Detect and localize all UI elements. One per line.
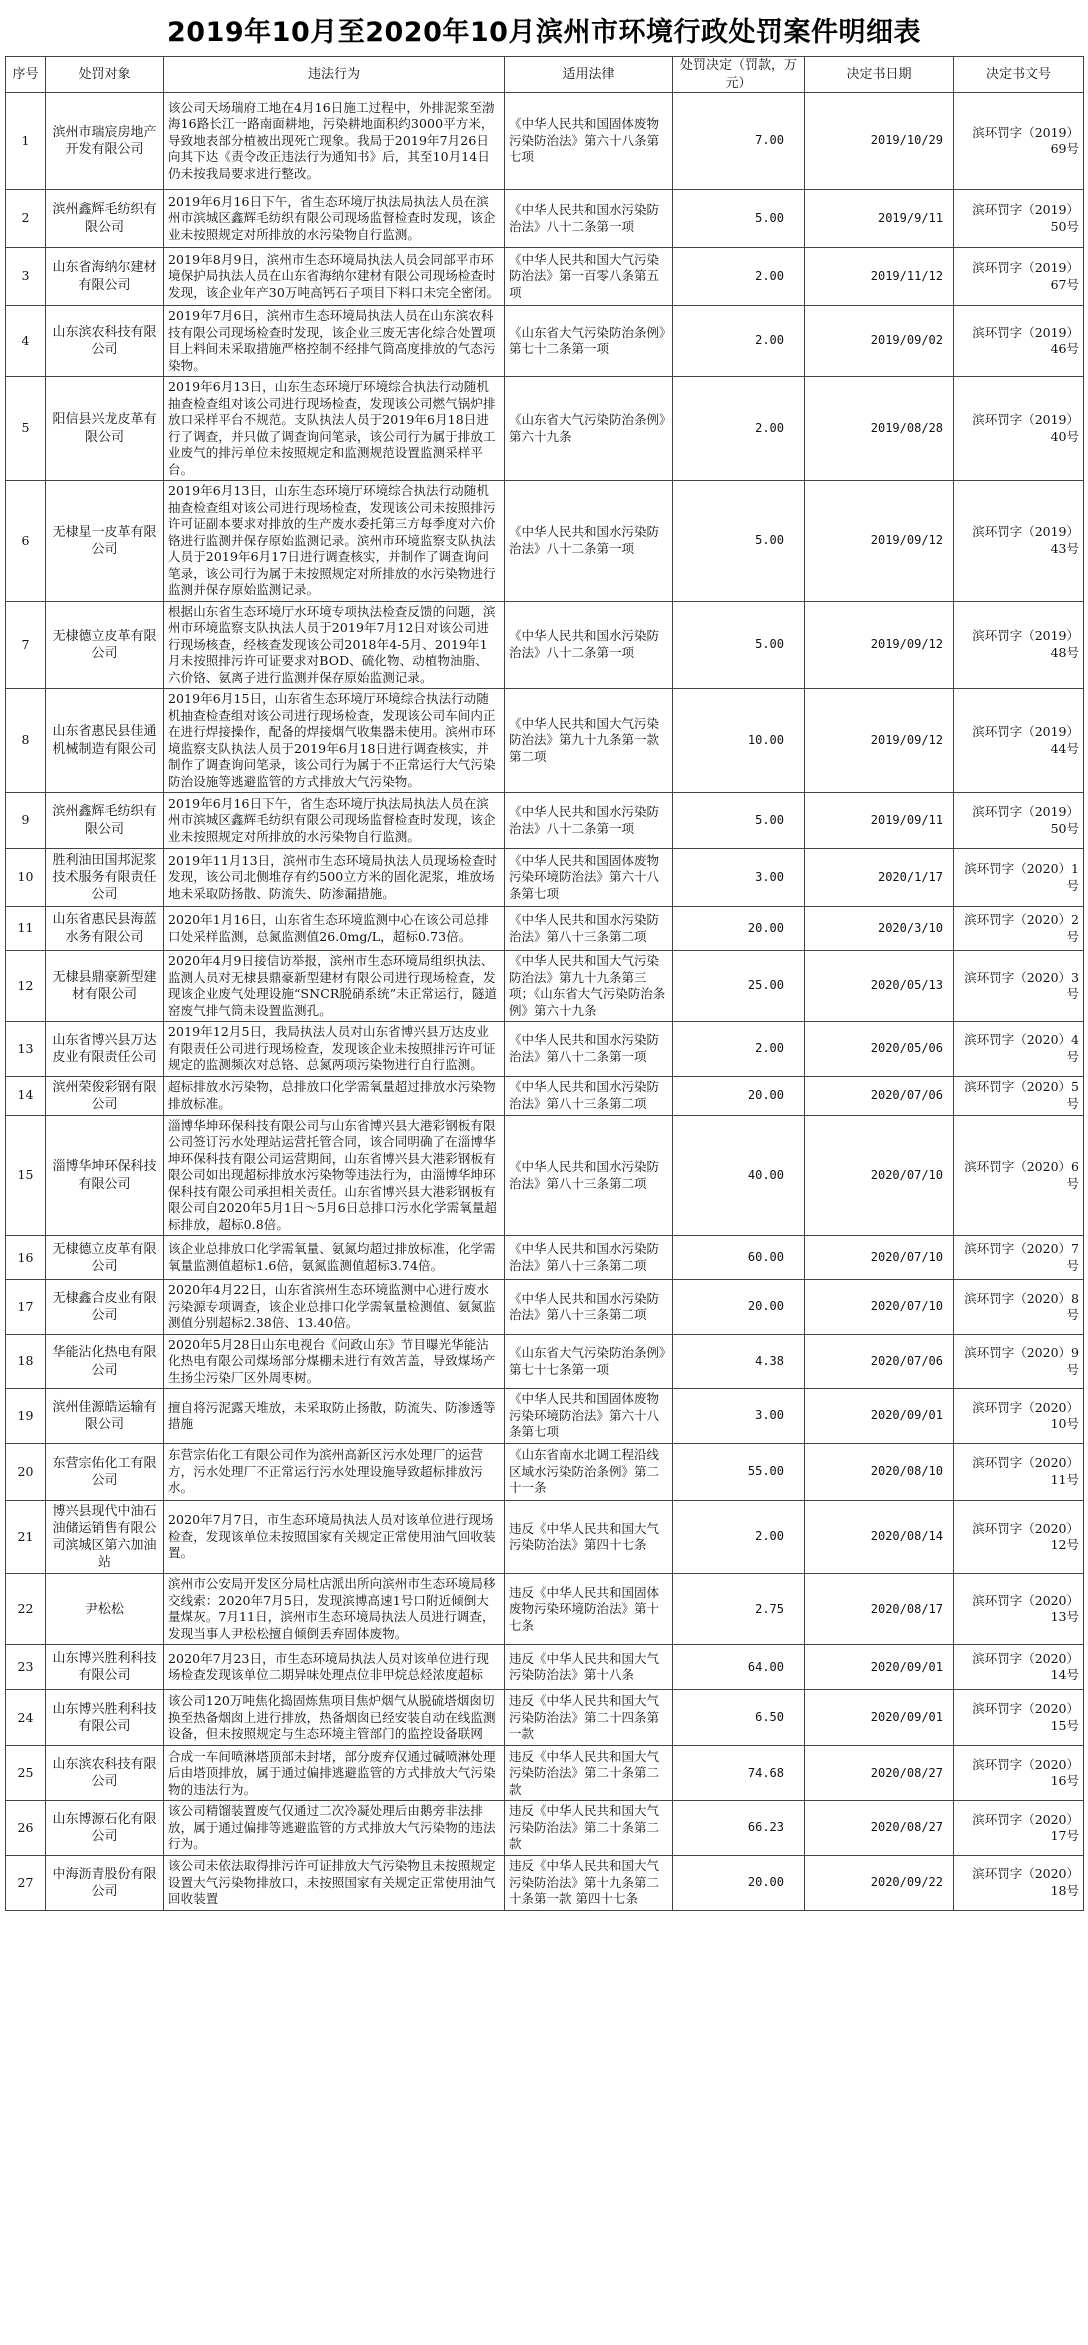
cell-seq: 25 <box>6 1746 46 1801</box>
cell-law: 《中华人民共和国水污染防治法》第八十三条第二项 <box>505 1115 673 1236</box>
cell-law: 《中华人民共和国固体废物污染防治法》第六十八条第七项 <box>505 93 673 190</box>
cell-seq: 20 <box>6 1443 46 1500</box>
cell-doc: 滨环罚字（2019）40号 <box>954 377 1084 481</box>
table-row <box>6 951 1084 1022</box>
cell-violation: 超标排放水污染物，总排放口化学需氧量超过排放水污染物排放标准。 <box>164 1076 505 1115</box>
cell-party: 滨州荣俊彩钢有限公司 <box>46 1076 164 1115</box>
cell-party: 无棣德立皮革有限公司 <box>46 601 164 689</box>
cell-amount: 2.75 <box>673 1574 805 1645</box>
cell-doc: 滨环罚字（2019）50号 <box>954 793 1084 849</box>
col-header-doc: 决定书文号 <box>954 57 1084 93</box>
table-row <box>6 1500 1084 1574</box>
cell-amount: 5.00 <box>673 481 805 602</box>
cell-amount: 2.00 <box>673 306 805 377</box>
cell-seq: 10 <box>6 849 46 907</box>
cell-doc: 滨环罚字（2019）69号 <box>954 93 1084 190</box>
cell-amount: 74.68 <box>673 1746 805 1801</box>
table-row <box>6 377 1084 481</box>
cell-law: 违反《中华人民共和国大气污染防治法》第四十七条 <box>505 1500 673 1574</box>
cell-law: 《山东省大气污染防治条例》第七十二条第一项 <box>505 306 673 377</box>
cell-party: 无棣星一皮革有限公司 <box>46 481 164 602</box>
cell-party: 山东博兴胜利科技有限公司 <box>46 1645 164 1690</box>
table-row <box>6 190 1084 248</box>
cell-date: 2020/08/27 <box>805 1801 954 1856</box>
cell-violation: 2019年6月13日，山东生态环境厅环境综合执法行动随机抽查检查组对该公司进行现场检查，发现该公司未按照排污许可证副本要求对排放的生产废水委托第三方每季度对六价铬进行监测并保存原始监测记录。滨州市环境监察支队执法人员于2019年6月17日进行调查核实，并制作了调查询问笔录，该公司行为属于未按照规定对所排放的水污染物进行监测并保存原始监测记录。 <box>164 481 505 602</box>
cell-date: 2020/09/01 <box>805 1389 954 1444</box>
cell-seq: 1 <box>6 93 46 190</box>
cell-party: 山东滨农科技有限公司 <box>46 306 164 377</box>
cell-doc: 滨环罚字（2020）12号 <box>954 1500 1084 1574</box>
cell-doc: 滨环罚字（2020）7号 <box>954 1236 1084 1280</box>
cell-law: 《中华人民共和国水污染防治法》八十二条第一项 <box>505 601 673 689</box>
cell-date: 2020/08/10 <box>805 1443 954 1500</box>
cell-seq: 9 <box>6 793 46 849</box>
cell-seq: 21 <box>6 1500 46 1574</box>
cell-date: 2019/09/02 <box>805 306 954 377</box>
cell-date: 2019/11/12 <box>805 248 954 306</box>
cell-seq: 23 <box>6 1645 46 1690</box>
cell-amount: 2.00 <box>673 1022 805 1077</box>
cell-amount: 2.00 <box>673 1500 805 1574</box>
table-row <box>6 793 1084 849</box>
cell-doc: 滨环罚字（2020）3号 <box>954 951 1084 1022</box>
cell-violation: 2019年6月15日，山东省生态环境厅环境综合执法行动随机抽查检查组对该公司进行现场检查，发现该公司车间内正在进行焊接操作，配备的焊接烟气收集器未使用。滨州市环境监察支队执法人员于2019年6月18日进行调查核实，并制作了调查询问笔录，该公司行为属于不正常运行大气污染防治设施等逃避监管的方式排放大气污染物。 <box>164 689 505 793</box>
cell-party: 淄博华坤环保科技有限公司 <box>46 1115 164 1236</box>
cell-law: 《中华人民共和国大气污染防治法》第九十九条第一款第二项 <box>505 689 673 793</box>
col-header-amount: 处罚决定（罚款，万元） <box>673 57 805 93</box>
cell-doc: 滨环罚字（2019）50号 <box>954 190 1084 248</box>
cell-seq: 4 <box>6 306 46 377</box>
cell-date: 2019/10/29 <box>805 93 954 190</box>
cell-law: 《山东省大气污染防治条例》第六十九条 <box>505 377 673 481</box>
cell-seq: 16 <box>6 1236 46 1280</box>
cell-amount: 6.50 <box>673 1690 805 1746</box>
table-row <box>6 1115 1084 1236</box>
table-row <box>6 689 1084 793</box>
cell-law: 《山东省南水北调工程沿线区域水污染防治条例》第二十一条 <box>505 1443 673 1500</box>
cell-law: 违反《中华人民共和国大气污染防治法》第十九条第二十条第一款 第四十七条 <box>505 1855 673 1910</box>
cell-violation: 擅自将污泥露天堆放，未采取防止扬散，防流失、防渗透等措施 <box>164 1389 505 1444</box>
cell-law: 《中华人民共和国大气污染防治法》第九十九条第三项；《山东省大气污染防治条例》第六十九条 <box>505 951 673 1022</box>
cell-amount: 2.00 <box>673 248 805 306</box>
cell-violation: 滨州市公安局开发区分局杜店派出所向滨州市生态环境局移交线索：2020年7月5日，发现滨博高速1号口附近倾倒大量煤灰。7月11日，滨州市生态环境局执法人员进行调查，发现当事人尹松松擅自倾倒丢弃固体废物。 <box>164 1574 505 1645</box>
cell-doc: 滨环罚字（2020）2号 <box>954 907 1084 951</box>
cell-seq: 12 <box>6 951 46 1022</box>
cell-violation: 该公司精馏装置废气仅通过二次冷凝处理后由鹅旁非法排放，属于通过偏排等逃避监管的方式排放大气污染物的违法行为。 <box>164 1801 505 1856</box>
cell-doc: 滨环罚字（2020）17号 <box>954 1801 1084 1856</box>
table-row <box>6 1280 1084 1335</box>
cell-violation: 2019年6月16日下午，省生态环境厅执法局执法人员在滨州市滨城区鑫辉毛纺织有限公司现场监督检查时发现，该企业未按照规定对所排放的水污染物自行监测。 <box>164 190 505 248</box>
cell-party: 阳信县兴龙皮革有限公司 <box>46 377 164 481</box>
cell-doc: 滨环罚字（2020）9号 <box>954 1334 1084 1389</box>
cell-seq: 3 <box>6 248 46 306</box>
cell-seq: 22 <box>6 1574 46 1645</box>
cell-date: 2020/07/10 <box>805 1280 954 1335</box>
cell-doc: 滨环罚字（2020）4号 <box>954 1022 1084 1077</box>
cell-party: 无棣县鼎豪新型建材有限公司 <box>46 951 164 1022</box>
cell-doc: 滨环罚字（2020）18号 <box>954 1855 1084 1910</box>
cell-amount: 7.00 <box>673 93 805 190</box>
table-row <box>6 1746 1084 1801</box>
cell-party: 山东省博兴县万达皮业有限责任公司 <box>46 1022 164 1077</box>
cell-date: 2020/07/10 <box>805 1115 954 1236</box>
col-header-date: 决定书日期 <box>805 57 954 93</box>
table-header-row <box>6 57 1084 93</box>
cell-amount: 60.00 <box>673 1236 805 1280</box>
cell-amount: 3.00 <box>673 849 805 907</box>
cell-seq: 15 <box>6 1115 46 1236</box>
cell-doc: 滨环罚字（2020）15号 <box>954 1690 1084 1746</box>
cell-date: 2019/09/12 <box>805 689 954 793</box>
cell-doc: 滨环罚字（2020）1号 <box>954 849 1084 907</box>
cell-date: 2020/07/10 <box>805 1236 954 1280</box>
cell-party: 中海沥青股份有限公司 <box>46 1855 164 1910</box>
table-row <box>6 1076 1084 1115</box>
cell-law: 《中华人民共和国水污染防治法》第八十三条第二项 <box>505 1280 673 1335</box>
cell-party: 无棣鑫合皮业有限公司 <box>46 1280 164 1335</box>
table-row <box>6 1334 1084 1389</box>
cell-date: 2020/09/01 <box>805 1645 954 1690</box>
cell-date: 2020/08/14 <box>805 1500 954 1574</box>
cell-doc: 滨环罚字（2020）16号 <box>954 1746 1084 1801</box>
cell-amount: 55.00 <box>673 1443 805 1500</box>
cell-violation: 2020年4月9日接信访举报，滨州市生态环境局组织执法、监测人员对无棣县鼎豪新型建材有限公司进行现场检查，发现该企业废气处理设施“SNCR脱硝系统”未正常运行，隧道窑废气排气筒未设置监测孔。 <box>164 951 505 1022</box>
cell-seq: 24 <box>6 1690 46 1746</box>
cell-amount: 20.00 <box>673 907 805 951</box>
cell-doc: 滨环罚字（2020）14号 <box>954 1645 1084 1690</box>
cell-party: 山东博源石化有限公司 <box>46 1801 164 1856</box>
cell-seq: 13 <box>6 1022 46 1077</box>
cell-party: 山东滨农科技有限公司 <box>46 1746 164 1801</box>
cell-date: 2020/05/13 <box>805 951 954 1022</box>
cell-doc: 滨环罚字（2020）5号 <box>954 1076 1084 1115</box>
cell-violation: 该公司天场瑞府工地在4月16日施工过程中，外排泥浆至渤海16路长江一路南面耕地，污染耕地面积约3000平方米，导致地表部分植被出现死亡现象。我局于2019年7月26日向其下达《责令改正违法行为通知书》后，其至10月14日仍未按我局要求进行整改。 <box>164 93 505 190</box>
table-body <box>6 93 1084 1911</box>
cell-violation: 2019年11月13日，滨州市生态环境局执法人员现场检查时发现，该公司北侧堆存有约500立方米的固化泥浆，堆放场地未采取防扬散、防流失、防渗漏措施。 <box>164 849 505 907</box>
cell-law: 《中华人民共和国水污染防治法》八十二条第一项 <box>505 190 673 248</box>
cell-law: 违反《中华人民共和国大气污染防治法》第十八条 <box>505 1645 673 1690</box>
cell-violation: 2019年12月5日，我局执法人员对山东省博兴县万达皮业有限责任公司进行现场检查，发现该企业未按照排污许可证规定的监测频次对总铬、总氮两项污染物进行自行监测。 <box>164 1022 505 1077</box>
cell-amount: 2.00 <box>673 377 805 481</box>
cell-law: 《中华人民共和国水污染防治法》八十二条第一项 <box>505 481 673 602</box>
table-row <box>6 1022 1084 1077</box>
col-header-violation: 违法行为 <box>164 57 505 93</box>
cell-law: 《中华人民共和国水污染防治法》第八十二条第一项 <box>505 1022 673 1077</box>
cell-party: 山东博兴胜利科技有限公司 <box>46 1690 164 1746</box>
cell-date: 2020/08/27 <box>805 1746 954 1801</box>
cell-date: 2020/3/10 <box>805 907 954 951</box>
page-title: 2019年10月至2020年10月滨州市环境行政处罚案件明细表 <box>167 17 921 48</box>
cell-date: 2020/07/06 <box>805 1334 954 1389</box>
cell-seq: 27 <box>6 1855 46 1910</box>
cell-amount: 5.00 <box>673 601 805 689</box>
table-row <box>6 306 1084 377</box>
col-header-law: 适用法律 <box>505 57 673 93</box>
cell-date: 2020/07/06 <box>805 1076 954 1115</box>
col-header-seq: 序号 <box>6 57 46 93</box>
cell-doc: 滨环罚字（2019）46号 <box>954 306 1084 377</box>
penalty-table <box>5 56 1084 1911</box>
cell-amount: 25.00 <box>673 951 805 1022</box>
col-header-party: 处罚对象 <box>46 57 164 93</box>
table-row <box>6 248 1084 306</box>
cell-party: 尹松松 <box>46 1574 164 1645</box>
cell-doc: 滨环罚字（2019）48号 <box>954 601 1084 689</box>
cell-seq: 6 <box>6 481 46 602</box>
cell-party: 胜利油田国邦泥浆技术服务有限责任公司 <box>46 849 164 907</box>
cell-doc: 滨环罚字（2019）43号 <box>954 481 1084 602</box>
cell-law: 《中华人民共和国水污染防治法》第八十三条第二项 <box>505 907 673 951</box>
cell-violation: 2020年4月22日，山东省滨州生态环境监测中心进行废水污染源专项调查，该企业总排口化学需氧量检测值、氨氮监测值分别超标2.38倍、13.40倍。 <box>164 1280 505 1335</box>
cell-doc: 滨环罚字（2020）11号 <box>954 1443 1084 1500</box>
table-row <box>6 93 1084 190</box>
table-row <box>6 1801 1084 1856</box>
cell-law: 《中华人民共和国固体废物污染环境防治法》第六十八条第七项 <box>505 1389 673 1444</box>
cell-amount: 4.38 <box>673 1334 805 1389</box>
cell-violation: 2020年5月28日山东电视台《问政山东》节目曝光华能沾化热电有限公司煤场部分煤棚未进行有效苫盖，导致煤场产生扬尘污染厂区外周枣树。 <box>164 1334 505 1389</box>
cell-violation: 该公司未依法取得排污许可证排放大气污染物且未按照规定设置大气污染物排放口，未按照国家有关规定正常使用油气回收装置 <box>164 1855 505 1910</box>
table-row <box>6 1855 1084 1910</box>
cell-party: 滨州鑫辉毛纺织有限公司 <box>46 793 164 849</box>
cell-violation: 2019年6月13日，山东生态环境厅环境综合执法行动随机抽查检查组对该公司进行现场检查，发现该公司燃气锅炉排放口采样平台不规范。支队执法人员于2019年6月18日进行了调查，并只做了调查询问笔录，该公司行为属于排放工业废气的排污单位未按照规定和监测规范设置监测采样平台。 <box>164 377 505 481</box>
cell-law: 违反《中华人民共和国大气污染防治法》第二十四条第一款 <box>505 1690 673 1746</box>
table-row <box>6 907 1084 951</box>
cell-law: 《中华人民共和国水污染防治法》第八十三条第二项 <box>505 1236 673 1280</box>
table-row <box>6 849 1084 907</box>
cell-date: 2019/09/12 <box>805 601 954 689</box>
cell-party: 山东省惠民县佳通机械制造有限公司 <box>46 689 164 793</box>
cell-seq: 26 <box>6 1801 46 1856</box>
table-row <box>6 1443 1084 1500</box>
cell-law: 《山东省大气污染防治条例》第七十七条第一项 <box>505 1334 673 1389</box>
cell-amount: 10.00 <box>673 689 805 793</box>
cell-doc: 滨环罚字（2020）8号 <box>954 1280 1084 1335</box>
cell-doc: 滨环罚字（2020）10号 <box>954 1389 1084 1444</box>
cell-violation: 东营宗佑化工有限公司作为滨州高新区污水处理厂的运营方，污水处理厂不正常运行污水处理设施导致超标排放污水。 <box>164 1443 505 1500</box>
table-row <box>6 1645 1084 1690</box>
cell-party: 华能沾化热电有限公司 <box>46 1334 164 1389</box>
cell-violation: 2020年7月23日，市生态环境局执法人员对该单位进行现场检查发现该单位二期异味处理点位非甲烷总烃浓度超标 <box>164 1645 505 1690</box>
cell-seq: 19 <box>6 1389 46 1444</box>
cell-amount: 5.00 <box>673 793 805 849</box>
cell-date: 2020/05/06 <box>805 1022 954 1077</box>
cell-law: 《中华人民共和国水污染防治法》第八十三条第二项 <box>505 1076 673 1115</box>
cell-violation: 淄博华坤环保科技有限公司与山东省博兴县大港彩钢板有限公司签订污水处理站运营托管合同，该合同明确了在淄博华坤环保科技有限公司运营期间，山东省博兴县大港彩钢板有限公司如出现超标排放水污染物等违法行为，由淄博华坤环保科技有限公司承担相关责任。山东省博兴县大港彩钢板有限公司自2020年5月1日～5月6日总排口污水化学需氧量超标排放，超标0.8倍。 <box>164 1115 505 1236</box>
cell-law: 《中华人民共和国固体废物污染环境防治法》第六十八条第七项 <box>505 849 673 907</box>
cell-law: 违反《中华人民共和国固体废物污染环境防治法》第十七条 <box>505 1574 673 1645</box>
cell-violation: 根据山东省生态环境厅水环境专项执法检查反馈的问题，滨州市环境监察支队执法人员于2019年7月12日对该公司进行现场核查，经核查发现该公司2018年4-5月、2019年1月未按照排污许可证要求对BOD、硫化物、动植物油脂、六价铬、氨离子进行监测并保存原始监测记录。 <box>164 601 505 689</box>
cell-seq: 17 <box>6 1280 46 1335</box>
cell-party: 东营宗佑化工有限公司 <box>46 1443 164 1500</box>
cell-law: 违反《中华人民共和国大气污染防治法》第二十条第二款 <box>505 1746 673 1801</box>
cell-amount: 40.00 <box>673 1115 805 1236</box>
cell-date: 2020/08/17 <box>805 1574 954 1645</box>
cell-date: 2019/09/12 <box>805 481 954 602</box>
table-row <box>6 1236 1084 1280</box>
cell-doc: 滨环罚字（2020）6号 <box>954 1115 1084 1236</box>
table-row <box>6 1690 1084 1746</box>
cell-party: 滨州佳源皓运输有限公司 <box>46 1389 164 1444</box>
cell-seq: 2 <box>6 190 46 248</box>
cell-violation: 2019年6月16日下午，省生态环境厅执法局执法人员在滨州市滨城区鑫辉毛纺织有限公司现场监督检查时发现，该企业未按照规定对所排放的水污染物自行监测。 <box>164 793 505 849</box>
cell-violation: 2019年8月9日，滨州市生态环境局执法人员会同部平市环境保护局执法人员在山东省海纳尔建材有限公司现场检查时发现，该企业年产30万吨高钙石子项目下料口未完全密闭。 <box>164 248 505 306</box>
cell-violation: 2019年7月6日，滨州市生态环境局执法人员在山东滨农科技有限公司现场检查时发现，该企业三废无害化综合处置项目上料间未采取措施严格控制不经排气筒高度排放的气态污染物。 <box>164 306 505 377</box>
cell-law: 《中华人民共和国大气污染防治法》第一百零八条第五项 <box>505 248 673 306</box>
cell-seq: 8 <box>6 689 46 793</box>
cell-violation: 2020年7月7日，市生态环境局执法人员对该单位进行现场检查，发现该单位未按照国家有关规定正常使用油气回收装置。 <box>164 1500 505 1574</box>
cell-amount: 64.00 <box>673 1645 805 1690</box>
cell-violation: 合成一车间喷淋塔顶部未封堵，部分废弃仅通过碱喷淋处理后由塔顶排放，属于通过偏排逃避监管的方式排放大气污染物的违法行为。 <box>164 1746 505 1801</box>
cell-date: 2020/09/22 <box>805 1855 954 1910</box>
cell-date: 2020/1/17 <box>805 849 954 907</box>
cell-party: 滨州鑫辉毛纺织有限公司 <box>46 190 164 248</box>
cell-party: 博兴县现代中油石油储运销售有限公司滨城区第六加油站 <box>46 1500 164 1574</box>
cell-party: 无棣德立皮革有限公司 <box>46 1236 164 1280</box>
cell-amount: 66.23 <box>673 1801 805 1856</box>
cell-doc: 滨环罚字（2019）44号 <box>954 689 1084 793</box>
cell-date: 2019/9/11 <box>805 190 954 248</box>
cell-amount: 3.00 <box>673 1389 805 1444</box>
cell-law: 违反《中华人民共和国大气污染防治法》第二十条第二款 <box>505 1801 673 1856</box>
cell-violation: 该公司120万吨焦化捣固炼焦项目焦炉烟气从脱硫塔烟囱切换至热备烟囱上进行排放，热备烟囱已经安装自动在线监测设备，但未按照规定与生态环境主管部门的监控设备联网 <box>164 1690 505 1746</box>
cell-seq: 14 <box>6 1076 46 1115</box>
cell-seq: 7 <box>6 601 46 689</box>
cell-date: 2019/09/11 <box>805 793 954 849</box>
cell-party: 山东省海纳尔建材有限公司 <box>46 248 164 306</box>
table-row <box>6 601 1084 689</box>
cell-party: 滨州市瑞宸房地产开发有限公司 <box>46 93 164 190</box>
cell-seq: 5 <box>6 377 46 481</box>
table-row <box>6 1389 1084 1444</box>
cell-amount: 5.00 <box>673 190 805 248</box>
cell-amount: 20.00 <box>673 1855 805 1910</box>
cell-seq: 11 <box>6 907 46 951</box>
cell-doc: 滨环罚字（2020）13号 <box>954 1574 1084 1645</box>
cell-violation: 2020年1月16日，山东省生态环境监测中心在该公司总排口处采样监测，总氮监测值26.0mg/L，超标0.73倍。 <box>164 907 505 951</box>
cell-date: 2020/09/01 <box>805 1690 954 1746</box>
cell-seq: 18 <box>6 1334 46 1389</box>
cell-amount: 20.00 <box>673 1076 805 1115</box>
table-row <box>6 481 1084 602</box>
cell-doc: 滨环罚字（2019）67号 <box>954 248 1084 306</box>
cell-amount: 20.00 <box>673 1280 805 1335</box>
cell-violation: 该企业总排放口化学需氧量、氨氮均超过排放标准，化学需氧量监测值超标1.6倍，氨氮监测值超标3.74倍。 <box>164 1236 505 1280</box>
table-row <box>6 1574 1084 1645</box>
cell-date: 2019/08/28 <box>805 377 954 481</box>
cell-law: 《中华人民共和国水污染防治法》八十二条第一项 <box>505 793 673 849</box>
cell-party: 山东省惠民县海蓝水务有限公司 <box>46 907 164 951</box>
